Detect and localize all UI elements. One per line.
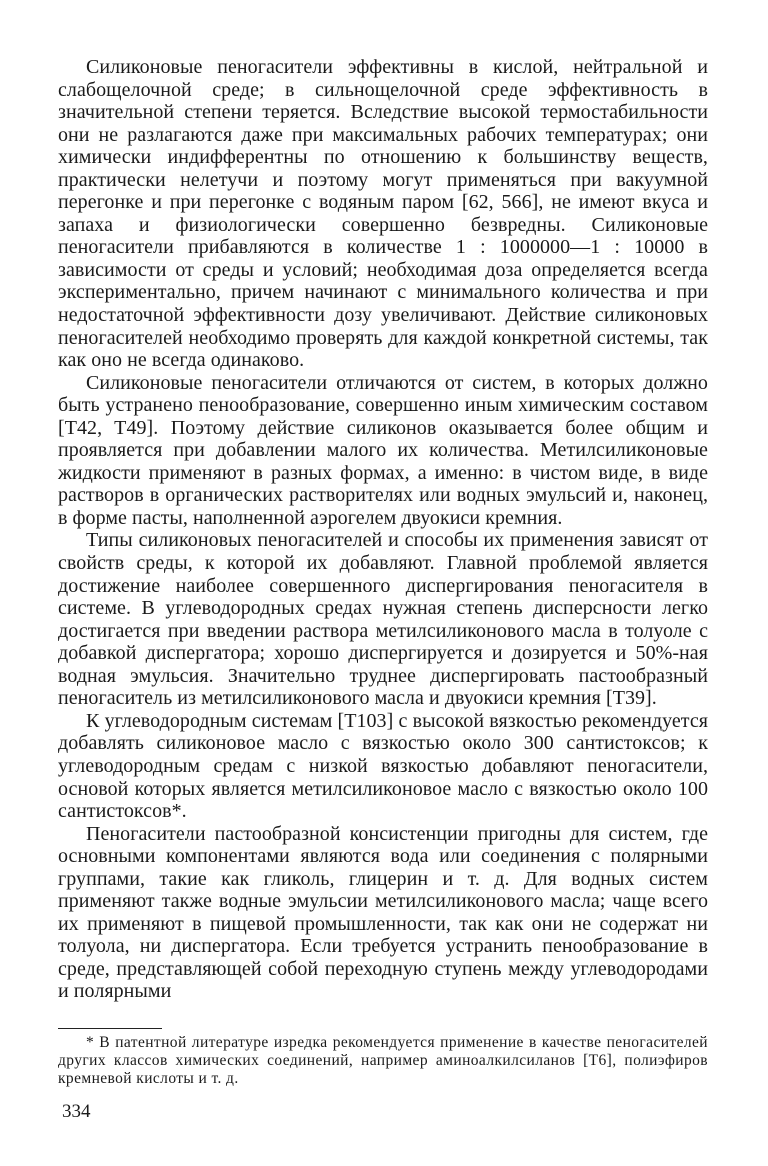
paragraph: Силиконовые пеногасители отличаются от систем, в которых должно быть устранено пенообразование, совершенно иным химическим составом [T42, T49]. Поэтому действие силиконов оказывается более общим и проявляется при добавлении малого их количества. Метилсиликоновые жидкости применяют в разных формах, а именно: в чистом виде, в виде растворов в органических растворителях или водных эмульсий и, наконец, в форме пасты, наполненной аэрогелем двуокиси кремния. <box>58 371 708 529</box>
paragraph: К углеводородным системам [T103] с высокой вязкостью рекомендуется добавлять силиконовое масло с вязкостью около 300 сантистоксов; к углеводородным средам с низкой вязкостью добавляют пеногасители, основой которых является метилсиликоновое масло с вязкостью около 100 сантистоксов*. <box>58 709 708 823</box>
page-body <box>58 56 708 1003</box>
page-number: 334 <box>62 1101 91 1122</box>
paragraph: Пеногасители пастообразной консистенции пригодны для систем, где основными компонентами являются вода или соединения с полярными группами, такие как гликоль, глицерин и т. д. Для водных систем применяют также водные эмульсии метилсиликонового масла; чаще всего их применяют в пищевой промышленности, так как они не содержат ни толуола, ни диспергатора. Если требуется устранить пенообразование в среде, представляющей собой переходную ступень между углеводородами и полярными <box>58 822 708 1003</box>
footnote-divider <box>58 1028 162 1029</box>
paragraph: Типы силиконовых пеногасителей и способы их применения зависят от свойств среды, к которой их добавляют. Главной проблемой является достижение наиболее совершенного диспергирования пеногасителя в системе. В углеводородных средах нужная степень дисперсности легко достигается при введении раствора метилсиликонового масла в толуоле с добавкой диспергатора; хорошо диспергируется и дозируется и 50%-ная водная эмульсия. Значительно труднее диспергировать пастообразный пеногаситель из метилсиликонового масла и двуокиси кремния [T39]. <box>58 529 708 710</box>
footnote: * В патентной литературе изредка рекомендуется применение в качестве пеногасителей других классов химических соединений, например аминоалкилсиланов [T6], полиэфиров кремневой кислоты и т. д. <box>58 1034 708 1087</box>
paragraph: Силиконовые пеногасители эффективны в кислой, нейтральной и слабощелочной среде; в сильнощелочной среде эффективность в значительной степени теряется. Вследствие высокой термостабильности они не разлагаются даже при максимальных рабочих температурах; они химически индифферентны по отношению к большинству веществ, практически нелетучи и поэтому могут применяться при вакуумной перегонке и при перегонке с водяным паром [62, 566], не имеют вкуса и запаха и физиологически совершенно безвредны. Силиконовые пеногасители прибавляются в количестве 1 : 1000000—1 : 10000 в зависимости от среды и условий; необходимая доза определяется всегда экспериментально, причем начинают с минимального количества и при недостаточной эффективности дозу увеличивают. Действие силиконовых пеногасителей необходимо проверять для каждой конкретной системы, так как оно не всегда одинаково. <box>58 56 708 372</box>
